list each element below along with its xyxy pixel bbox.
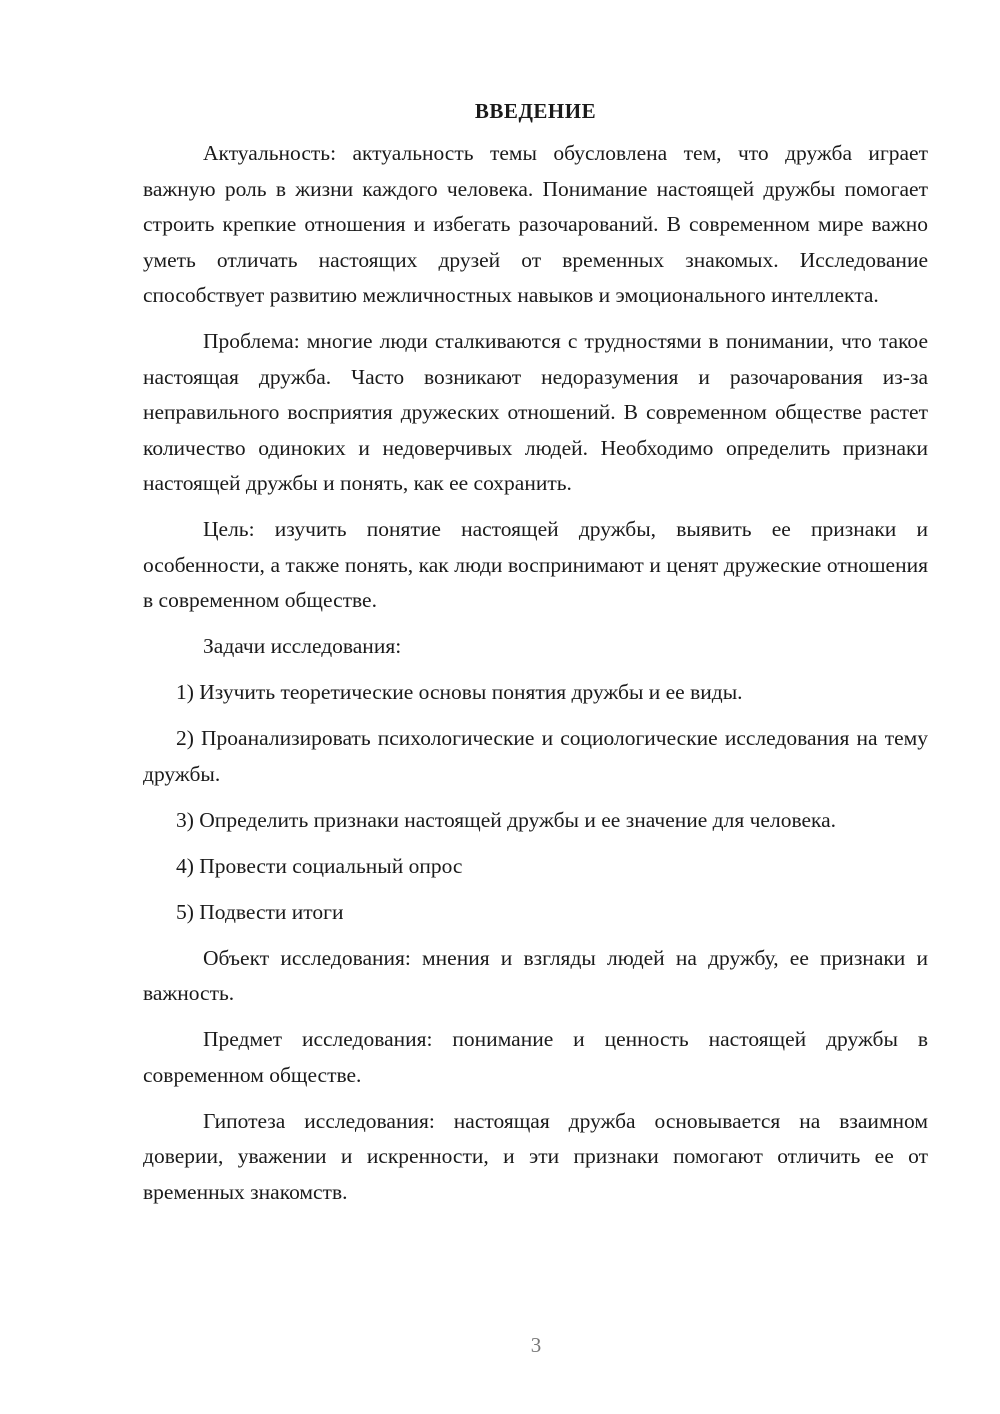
paragraph-relevance: Актуальность: актуальность темы обусловлена тем, что дружба играет важную роль в жизни каждого человека. Понимание настоящей дружбы помогает строить крепкие отношения и избегать разочарований. В современном мире важно уметь отличать настоящих друзей от временных знакомых. Исследование способствует развитию межличностных навыков и эмоционального интеллекта. [143,141,928,307]
task-item-3: 3) Определить признаки настоящей дружбы и ее значение для человека. [176,807,837,832]
paragraph-goal: Цель: изучить понятие настоящей дружбы, выявить ее признаки и особенности, а также понять, как люди воспринимают и ценят дружеские отношения в современном обществе. [143,517,928,612]
task-item-4: 4) Провести социальный опрос [176,853,463,878]
task-item-2: 2) Проанализировать психологические и социологические исследования на тему дружбы. [143,726,928,786]
section-title: ВВЕДЕНИЕ [474,99,597,123]
page-number: 3 [530,1333,542,1357]
paragraph-hypothesis: Гипотеза исследования: настоящая дружба основывается на взаимном доверии, уважении и искренности, и эти признаки помогают отличить ее от временных знакомств. [143,1108,928,1204]
tasks-heading: Задачи исследования: [203,634,402,658]
paragraph-problem: Проблема: многие люди сталкиваются с трудностями в понимании, что такое настоящая дружба. Часто возникают недоразумения и разочарования из-за неправильного восприятия дружеских отношений. В современном обществе растет количество одиноких и недоверчивых людей. Необходимо определить признаки настоящей дружбы и понять, как ее сохранить. [143,329,928,495]
paragraph-object: Объект исследования: мнения и взгляды людей на дружбу, ее признаки и важность. [143,945,928,1005]
task-item-1: 1) Изучить теоретические основы понятия дружбы и ее виды. [176,680,743,704]
task-item-5: 5) Подвести итоги [176,899,344,924]
page-content [143,94,928,1221]
paragraph-subject: Предмет исследования: понимание и ценность настоящей дружбы в современном обществе. [143,1027,928,1087]
